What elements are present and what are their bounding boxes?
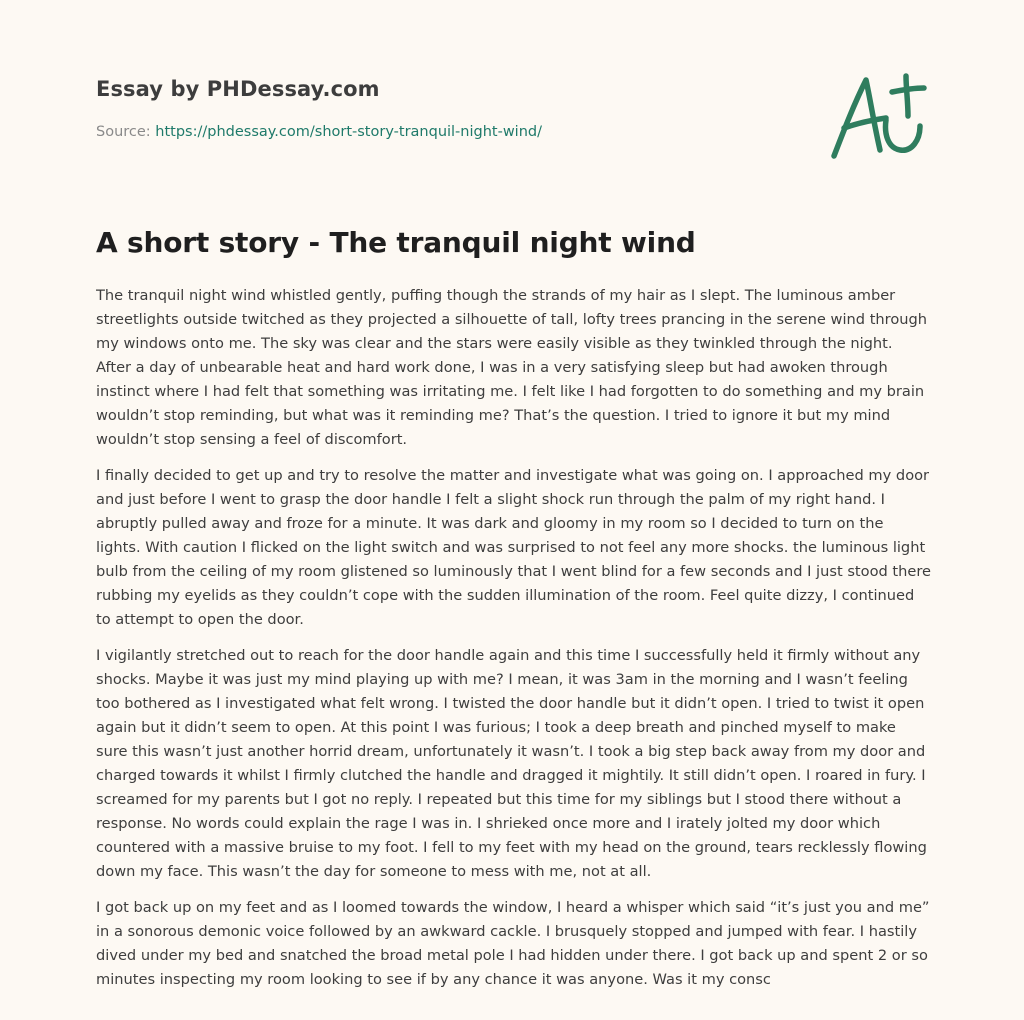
- site-title: Essay by PHDessay.com: [96, 77, 380, 101]
- source-link[interactable]: https://phdessay.com/short-story-tranquil-night-wind/: [155, 124, 542, 140]
- essay-paragraph: I got back up on my feet and as I loomed towards the window, I heard a whisper which said “it’s just you and me” in a sonorous demonic voice followed by an awkward cackle. I brusquely stopped and jumped with fear. I hastily dived under my bed and snatched the broad metal pole I had hidden under there. I got back up and spent 2 or so minutes inspecting my room looking to see if by any chance it was anyone. Was it my consc: [96, 899, 930, 988]
- essay-paragraph: I finally decided to get up and try to resolve the matter and investigate what was going on. I approached my door and just before I went to grasp the door handle I felt a slight shock run through the palm of my right hand. I abruptly pulled away and froze for a minute. It was dark and gloomy in my room so I decided to turn on the lights. With caution I flicked on the light switch and was surprised to not feel any more shocks. the luminous light bulb from the ceiling of my room glistened so luminously that I went blind for a few seconds and I just stood there rubbing my eyelids as they couldn’t cope with the sudden illumination of the room. Feel quite dizzy, I continued to attempt to open the door.: [96, 467, 932, 628]
- essay-paragraph: The tranquil night wind whistled gently, puffing though the strands of my hair as I slept. The luminous amber streetlights outside twitched as they projected a silhouette of tall, lofty trees prancing in the serene wind through my windows onto me. The sky was clear and the stars were easily visible as they twinkled through the night. After a day of unbearable heat and hard work done, I was in a very satisfying sleep but had awoken through instinct where I had felt that something was irritating me. I felt like I had forgotten to do something and my brain wouldn’t stop reminding, but what was it reminding me? That’s the question. I tried to ignore it but my mind wouldn’t stop sensing a feel of discomfort.: [96, 287, 928, 448]
- source-label: Source:: [96, 124, 151, 140]
- page-header: [96, 72, 928, 182]
- essay-body: [96, 284, 932, 1014]
- source-line: [96, 124, 542, 140]
- essay-title: A short story - The tranquil night wind: [96, 226, 696, 259]
- essay-paragraph: I vigilantly stretched out to reach for the door handle again and this time I successfully held it firmly without any shocks. Maybe it was just my mind playing up with me? I mean, it was 3am in the morning and I wasn’t feeling too bothered as I investigated what felt wrong. I twisted the door handle but it didn’t open. I tried to twist it open again but it didn’t seem to open. At this point I was furious; I took a deep breath and pinched myself to make sure this wasn’t just another horrid dream, unfortunately it wasn’t. I took a big step back away from my door and charged towards it whilst I firmly clutched the handle and dragged it mightily. It still didn’t open. I roared in fury. I screamed for my parents but I got no reply. I repeated but this time for my siblings but I stood there without a response. No words could explain the rage I was in. I shrieked once more and I irately jolted my door which countered with a massive bruise to my foot. I fell to my feet with my head on the ground, tears recklessly flowing down my face. This wasn’t the day for someone to mess with me, not at all.: [96, 647, 927, 880]
- a-plus-logo-icon: [828, 68, 928, 164]
